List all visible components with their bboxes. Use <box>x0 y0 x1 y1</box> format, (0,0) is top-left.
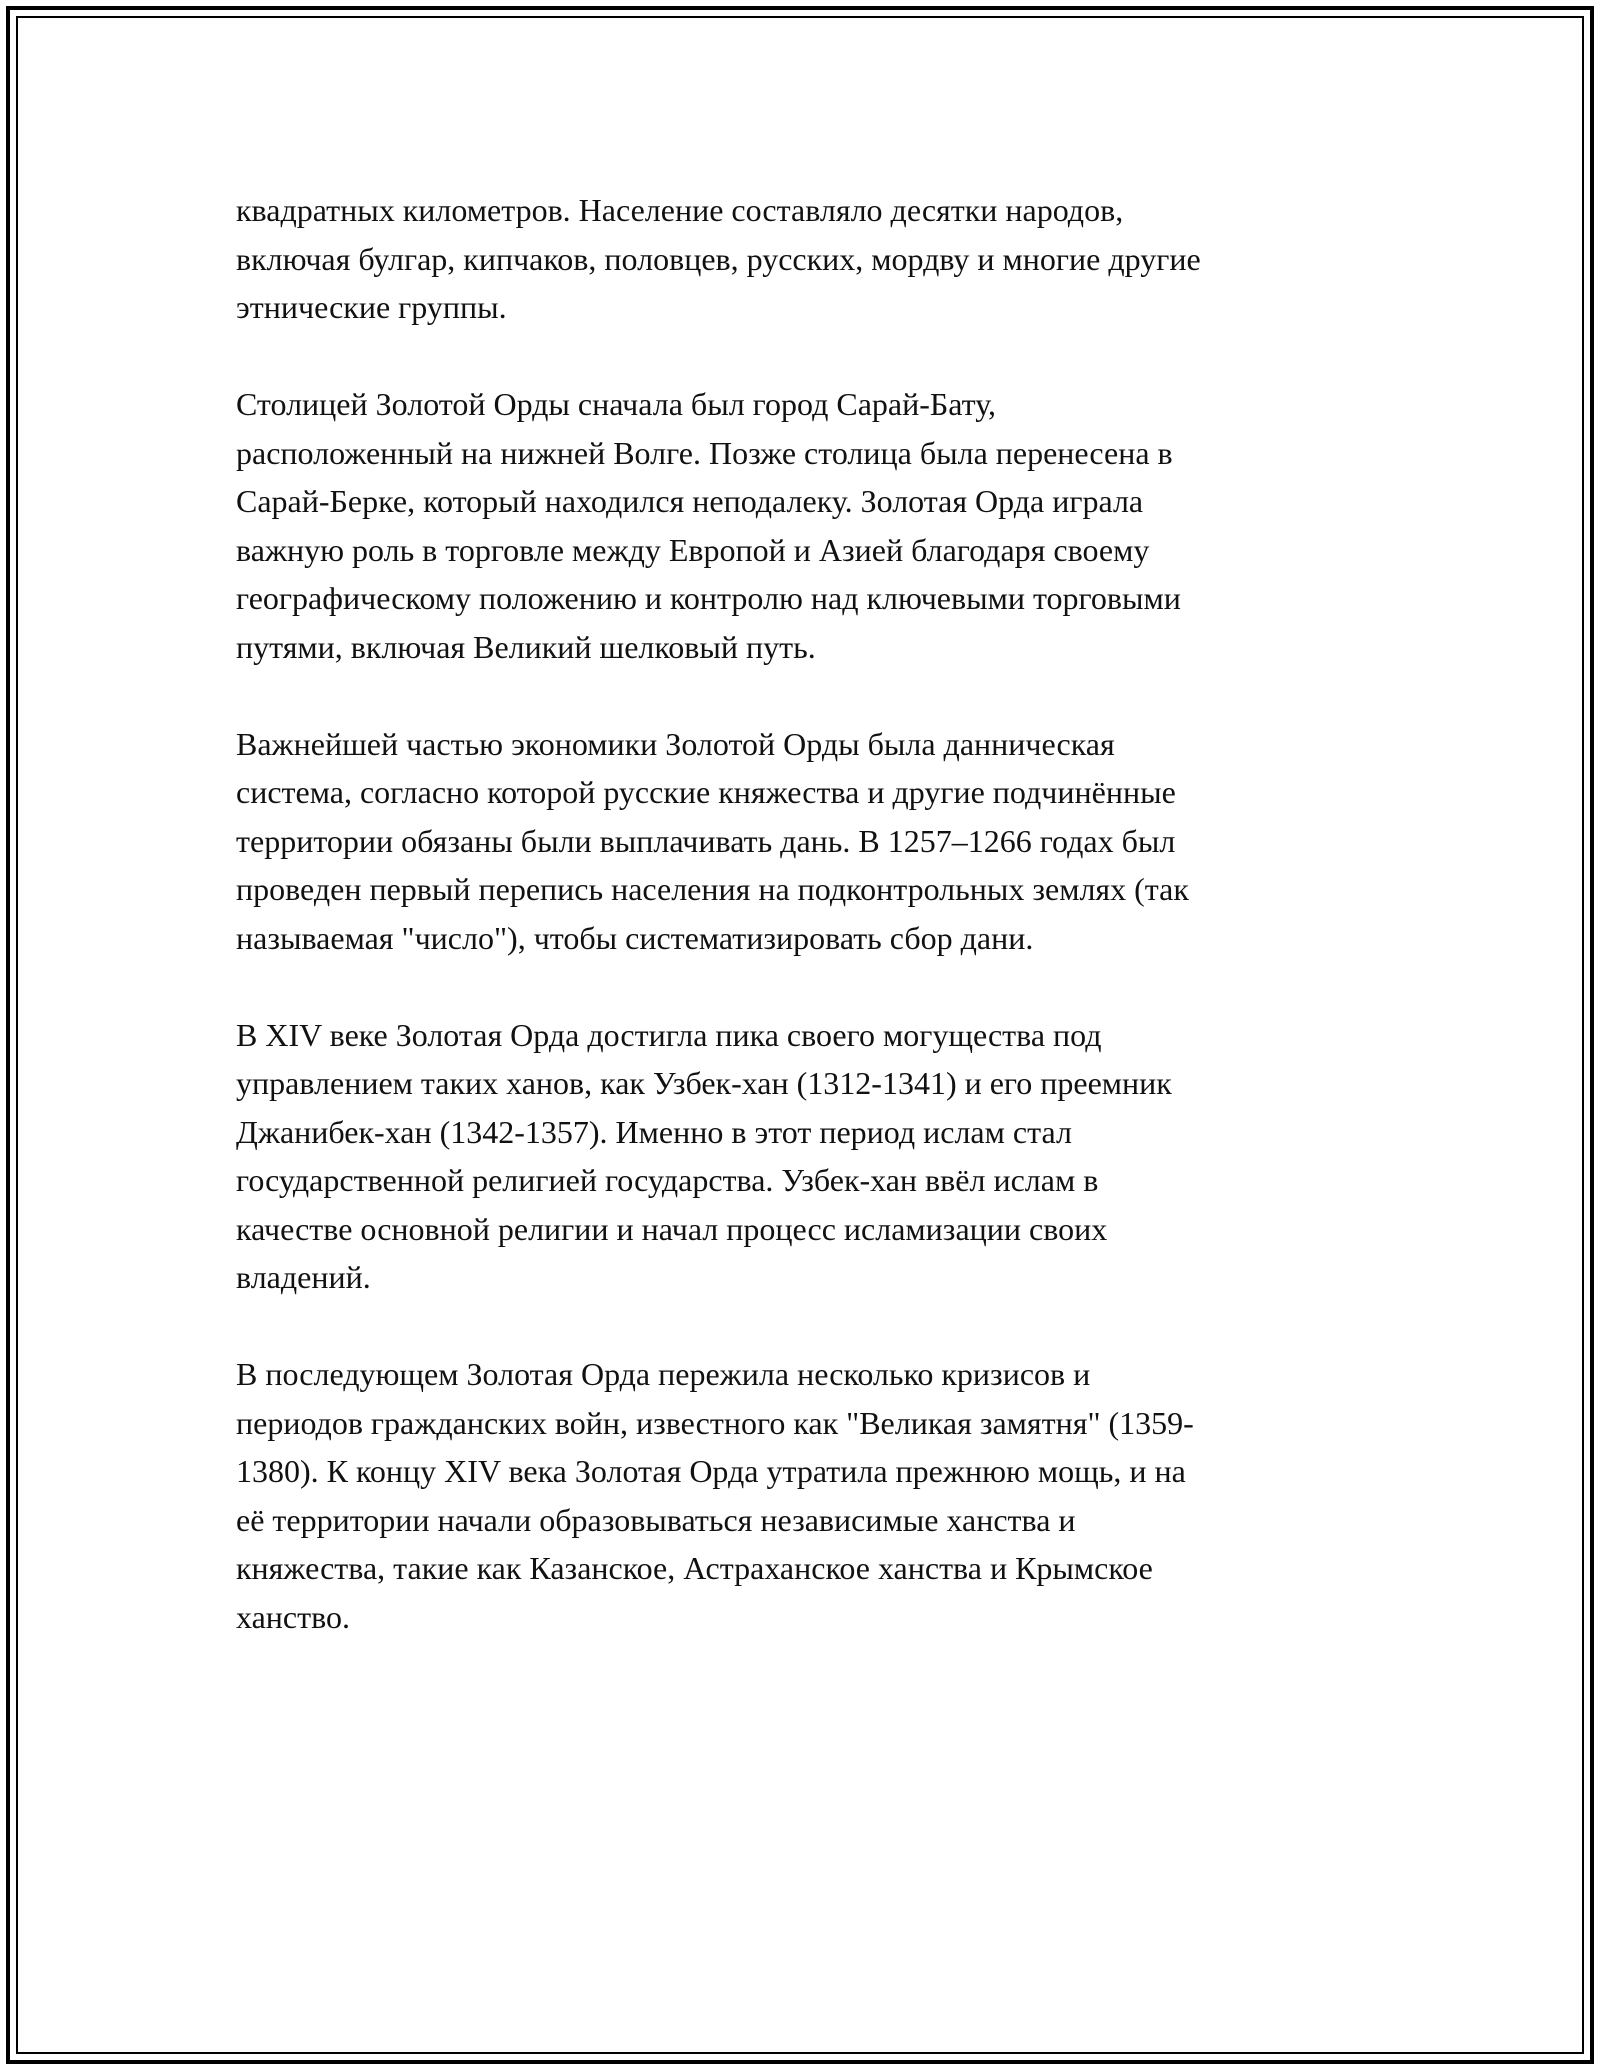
document-body <box>236 186 1356 1690</box>
paragraph-economy <box>236 720 1356 963</box>
text-line: квадратных километров. Население составляло десятки народов, <box>236 192 1124 228</box>
text-line: географическому положению и контролю над ключевыми торговыми <box>236 580 1181 616</box>
text-line: этнические группы. <box>236 289 507 325</box>
text-line: Столицей Золотой Орды сначала был город Сарай-Бату, <box>236 386 996 422</box>
paragraph-xiv-century <box>236 1011 1356 1302</box>
text-line: включая булгар, кипчаков, половцев, русских, мордву и многие другие <box>236 240 1201 277</box>
text-line: территории обязаны были выплачивать дань. В 1257–1266 годах был <box>236 822 1176 859</box>
text-line: ханство. <box>236 1598 350 1635</box>
text-line: государственной религией государства. Узбек-хан ввёл ислам в <box>236 1162 1099 1198</box>
text-line: Сарай-Берке, который находился неподалеку. Золотая Орда играла <box>236 483 1144 519</box>
text-line: важную роль в торговле между Европой и Азией благодаря своему <box>236 531 1150 568</box>
paragraph-population <box>236 186 1356 332</box>
text-line: система, согласно которой русские княжества и другие подчинённые <box>236 774 1176 810</box>
text-line: её территории начали образовываться независимые ханства и <box>236 1501 1076 1538</box>
text-line: Важнейшей частью экономики Золотой Орды была данническая <box>236 725 1115 762</box>
text-line: 1380). К концу XIV века Золотая Орда утратила прежнюю мощь, и на <box>236 1453 1186 1489</box>
text-line: называемая "число"), чтобы систематизировать сбор дани. <box>236 919 1034 956</box>
text-line: путями, включая Великий шелковый путь. <box>236 628 816 665</box>
text-line: В последующем Золотая Орда пережила несколько кризисов и <box>236 1356 1091 1392</box>
text-line: управлением таких ханов, как Узбек-хан (1312-1341) и его преемник <box>236 1065 1172 1101</box>
paragraph-capital <box>236 380 1356 671</box>
text-line: проведен первый перепись населения на подконтрольных землях (так <box>236 871 1189 907</box>
text-line: качестве основной религии и начал процесс исламизации своих <box>236 1210 1108 1247</box>
text-line: княжества, такие как Казанское, Астраханское ханства и Крымское <box>236 1550 1153 1586</box>
text-line: периодов гражданских войн, известного как "Великая замятня" (1359- <box>236 1404 1194 1441</box>
paragraph-decline <box>236 1350 1356 1641</box>
text-line: расположенный на нижней Волге. Позже столица была перенесена в <box>236 434 1173 471</box>
text-line: В XIV веке Золотая Орда достигла пика своего могущества под <box>236 1016 1102 1053</box>
text-line: владений. <box>236 1259 371 1295</box>
text-line: Джанибек-хан (1342-1357). Именно в этот период ислам стал <box>236 1113 1072 1150</box>
